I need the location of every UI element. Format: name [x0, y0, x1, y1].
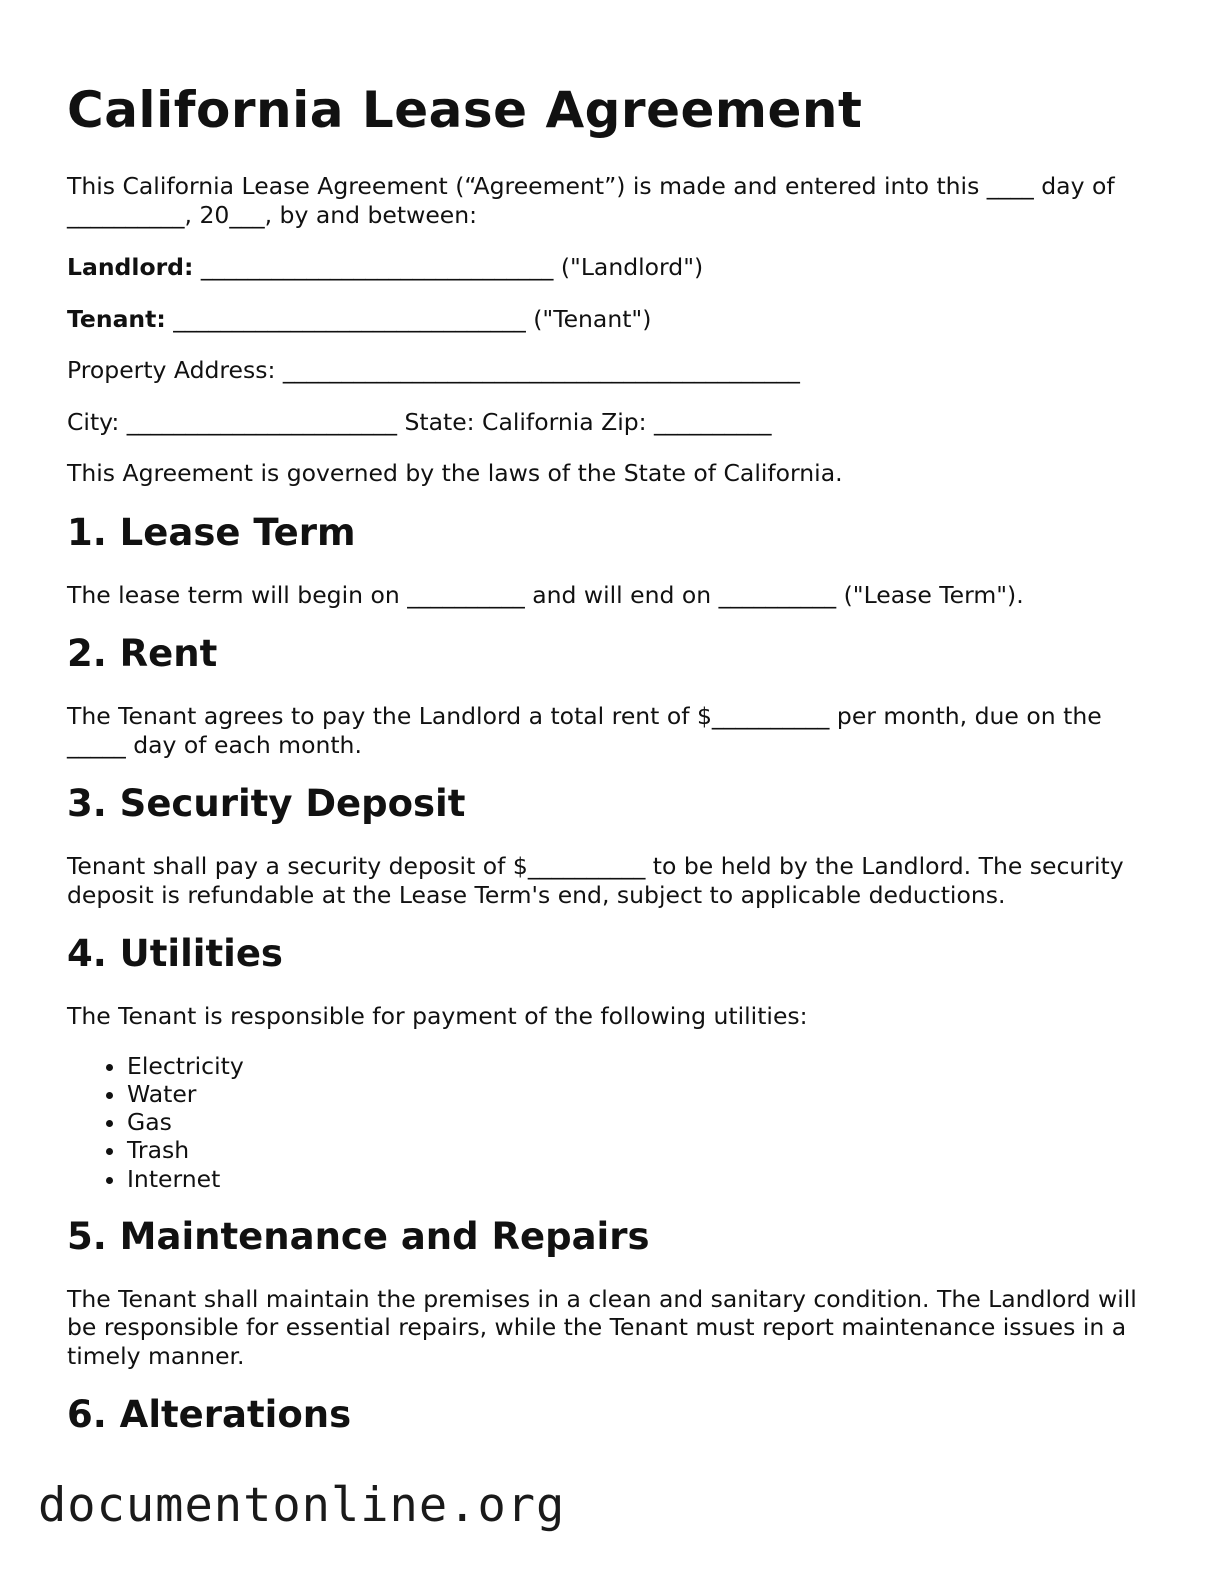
section-heading-lease-term: 1. Lease Term — [67, 510, 356, 554]
section-heading-rent: 2. Rent — [67, 632, 218, 675]
city-state-zip-line: City: _______________________ State: California Zip: __________ — [67, 407, 772, 436]
list-item: • Electricity — [127, 1052, 1167, 1080]
section-heading-alterations: 6. Alterations — [67, 1393, 352, 1437]
rent-text: The Tenant agrees to pay the Landlord a total rent of $__________ per month, due on the _____ day of each month. — [67, 702, 1102, 759]
list-item: • Gas — [127, 1108, 1167, 1136]
list-item: • Internet — [127, 1165, 1167, 1193]
document-title: California Lease Agreement — [67, 81, 863, 139]
utilities-text: The Tenant is responsible for payment of the following utilities: — [67, 1002, 808, 1030]
section-heading-utilities: 4. Utilities — [67, 932, 283, 975]
list-item: • Trash — [127, 1136, 1167, 1164]
watermark: documentonline.org — [38, 1478, 566, 1533]
intro-paragraph: This California Lease Agreement (“Agreement”) is made and entered into this ____ day of __________, 20___, by and between: — [67, 172, 1115, 229]
landlord-line — [67, 253, 1167, 282]
utilities-list — [67, 1052, 1167, 1193]
tenant-blank: ______________________________ ("Tenant") — [165, 304, 652, 333]
governing-law-statement: This Agreement is governed by the laws of the State of California. — [67, 459, 843, 487]
section-heading-security-deposit: 3. Security Deposit — [67, 782, 466, 825]
lease-term-text: The lease term will begin on __________ and will end on __________ ("Lease Term"). — [67, 580, 1024, 609]
section-heading-maintenance: 5. Maintenance and Repairs — [67, 1214, 650, 1258]
property-address-line: Property Address: ____________________________________________ — [67, 356, 800, 384]
maintenance-text: The Tenant shall maintain the premises in a clean and sanitary condition. The Landlord will be responsible for essential repairs, while the Tenant must report maintenance issues in a timely manner. — [67, 1284, 1137, 1370]
security-deposit-text: Tenant shall pay a security deposit of $__________ to be held by the Landlord. The security deposit is refundable at the Lease Term's end, subject to applicable deductions. — [67, 852, 1124, 909]
tenant-line — [67, 305, 1167, 334]
list-item: • Water — [127, 1080, 1167, 1108]
landlord-label: Landlord: — [67, 253, 194, 281]
landlord-blank: ______________________________ ("Landlord") — [193, 253, 704, 281]
document-page — [67, 80, 1167, 1463]
tenant-label: Tenant: — [67, 304, 166, 333]
